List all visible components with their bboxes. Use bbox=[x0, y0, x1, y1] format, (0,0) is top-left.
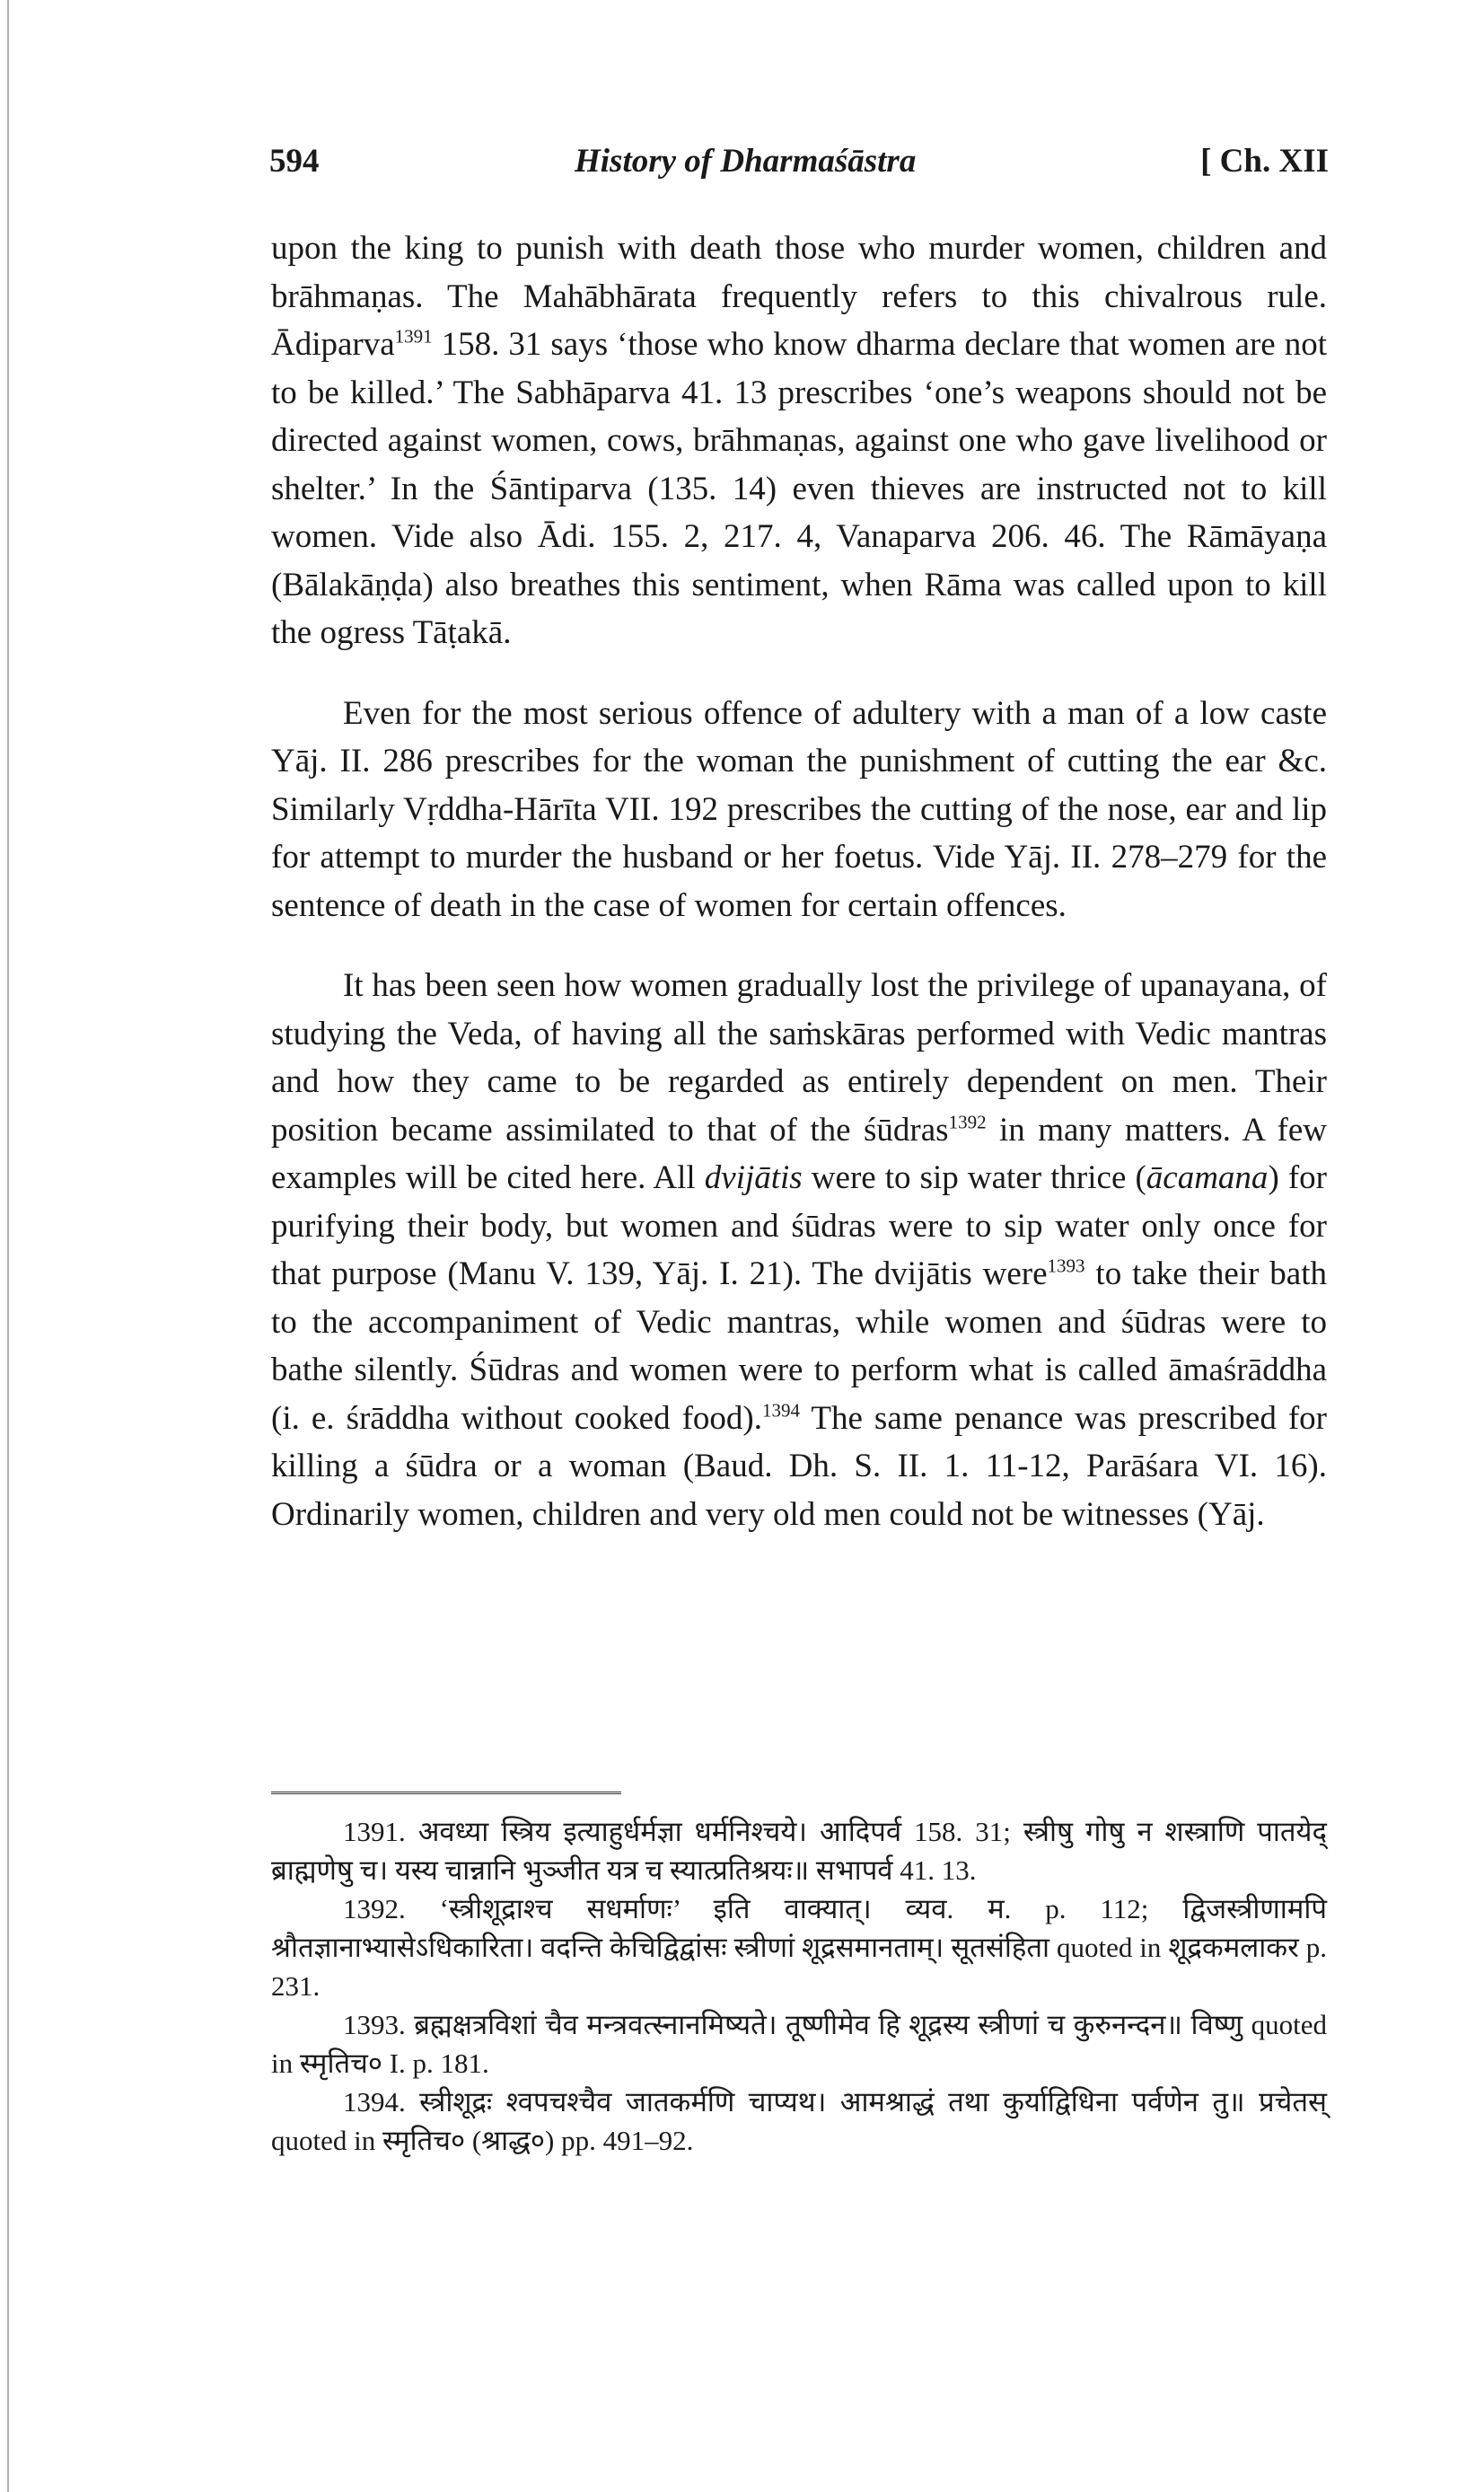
footnote: 1393. ब्रह्मक्षत्रविशां चैव मन्त्रवत्स्नानमिष्यते। तूष्णीमेव हि शूद्रस्य स्त्रीणां च कुरुनन्दन॥ विष्णु quoted in स्मृतिच० I. p. 181. bbox=[271, 2009, 1327, 2079]
text-run: to take their bath to the accompaniment of Vedic mantras, while women and śūdras were to bathe silently. Śūdras and women were to perform what is called āmaśrāddha (i. e. śrāddha without cooked food). bbox=[271, 1255, 1327, 1437]
footnote: 1391. अवध्या स्त्रिय इत्याहुर्धर्मज्ञा धर्मनिश्चये। आदिपर्व 158. 31; स्त्रीषु गोषु न शस्त्राणि पातयेद् ब्राह्मणेषु च। यस्य चान्नानि भुञ्जीत यत्र च स्यात्प्रतिश्रयः॥ सभापर्व 41. 13. bbox=[271, 1816, 1327, 1886]
page-edge-line bbox=[7, 0, 9, 2492]
page-header bbox=[269, 142, 1329, 196]
text-run: The same penance was prescribed for killing a śūdra or a woman (Baud. Dh. S. II. 1. 11-12, Parāśara VI. 16). Ordinarily women, children and very old men could not be witnesses (Yāj. bbox=[271, 1399, 1328, 1533]
main-text bbox=[271, 225, 1327, 1538]
page-number: 594 bbox=[269, 143, 320, 180]
footnote-ref: 1393 bbox=[1047, 1255, 1085, 1277]
paragraph bbox=[271, 225, 1327, 657]
footnote-ref: 1391 bbox=[394, 325, 433, 348]
paragraph bbox=[271, 690, 1327, 930]
text-run: ) for purifying their body, but women and śūdras were to sip water only once for that purpose (Manu V. 139, Yāj. I. 21). The dvijātis were bbox=[271, 1159, 1327, 1292]
running-title: History of Dharmaśāstra bbox=[575, 143, 917, 180]
paragraph bbox=[271, 962, 1327, 1538]
footnotes bbox=[271, 1812, 1327, 2160]
footnote-divider bbox=[271, 1792, 621, 1794]
chapter-label: [ Ch. XII bbox=[1200, 143, 1329, 180]
italic-term: ācamana bbox=[1146, 1159, 1269, 1196]
italic-term: dvijātis bbox=[704, 1159, 803, 1196]
text-run: upon the king to punish with death those who murder women, children and brāhmaṇas. The Mahābhārata frequently refers to this chivalrous rule. Ādiparva bbox=[271, 230, 1327, 363]
footnote-ref: 1392 bbox=[948, 1111, 987, 1133]
text-run: were to sip water thrice ( bbox=[802, 1159, 1146, 1196]
footnote: 1392. ‘स्त्रीशूद्राश्च सधर्माणः’ इति वाक्यात्। व्यव. म. p. 112; द्विजस्त्रीणामपि श्रौतज्ञानाभ्यासेऽधिकारिता। वदन्ति केचिद्विद्वांसः स्त्रीणां शूद्रसमानताम्। सूतसंहिता quoted in शूद्रकमलाकर p. 231. bbox=[271, 1893, 1327, 2002]
text-run: Even for the most serious offence of adultery with a man of a low caste Yāj. II. 286 prescribes for the woman the punishment of cutting the ear &c. Similarly Vṛddha-Hārīta VII. 192 prescribes the cutting of the nose, ear and lip for attempt to murder the husband or her foetus. Vide Yāj. II. 278–279 for the sentence of death in the case of women for certain offences. bbox=[271, 694, 1327, 924]
footnote: 1394. स्त्रीशूद्रः श्वपचश्चैव जातकर्मणि चाप्यथ। आमश्राद्धं तथा कुर्याद्विधिना पर्वणेन तु॥ प्रचेतस् quoted in स्मृतिच० (श्राद्ध०) pp. 491–92. bbox=[271, 2086, 1327, 2156]
text-run: 158. 31 says ‘those who know dharma declare that women are not to be killed.’ The Sabhāparva 41. 13 prescribes ‘one’s weapons should not be directed against women, cows, brāhmaṇas, against one who gave livelihood or shelter.’ In the Śāntiparva (135. 14) even thieves are instructed not to kill women. Vide also Ādi. 155. 2, 217. 4, Vanaparva 206. 46. The Rāmāyaṇa (Bālakāṇḍa) also breathes this sentiment, when Rāma was called upon to kill the ogress Tāṭakā. bbox=[271, 326, 1327, 651]
footnote-ref: 1394 bbox=[762, 1399, 801, 1422]
text-run: in many matters. A few examples will be cited here. All bbox=[271, 1111, 1327, 1196]
text-run: It has been seen how women gradually lost the privilege of upanayana, of studying the Veda, of having all the saṁskāras performed with Vedic mantras and how they came to be regarded as entirely dependent on men. Their position became assimilated to that of the śūdras bbox=[271, 967, 1327, 1149]
